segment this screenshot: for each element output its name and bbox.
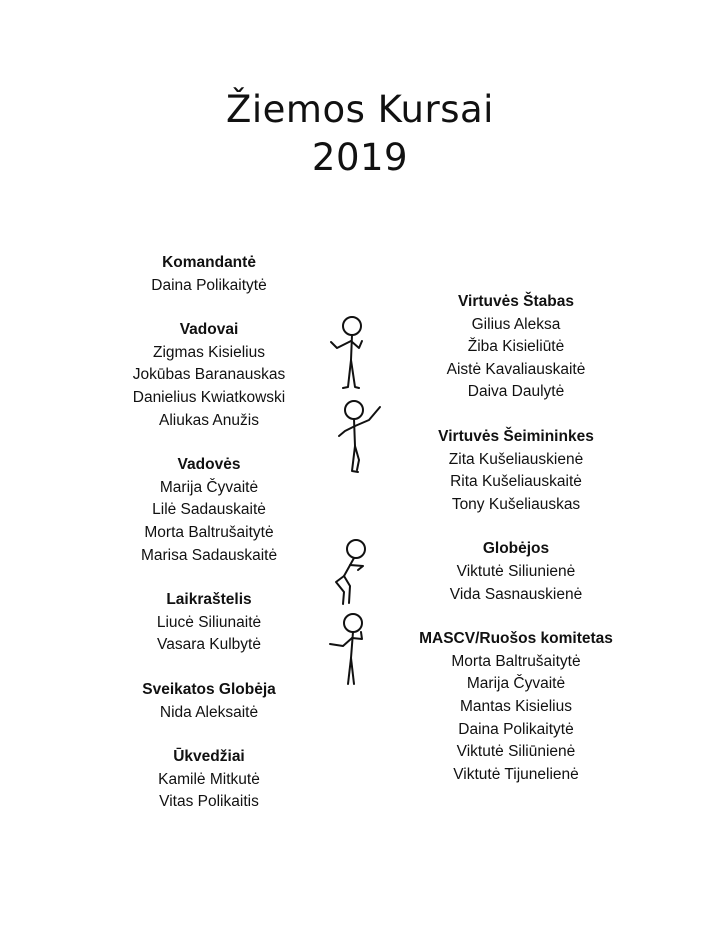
section-heading: Globėjos [482, 540, 550, 558]
section-heading: Sveikatos Globėja [142, 680, 276, 698]
section-sveikatos-globeja [95, 679, 323, 724]
section-heading: Vadovės [177, 456, 241, 474]
person-name: Rita Kušeliauskaitė [450, 473, 582, 491]
section-mascv-ruosos-komitetas [398, 628, 634, 786]
person-name: Aistė Kavaliauskaitė [446, 360, 586, 378]
section-globejos [398, 538, 634, 606]
person-name: Nida Aleksaitė [159, 703, 259, 721]
person-name: Marija Čyvaitė [159, 478, 259, 496]
section-heading: Vadovai [179, 321, 239, 339]
section-laikrastelis [95, 589, 323, 657]
section-heading: MASCV/Ruošos komitetas [419, 630, 613, 648]
section-heading: Virtuvės Štabas [457, 293, 575, 310]
person-name: Liucė Siliunaitė [156, 613, 262, 631]
right-column [398, 291, 634, 786]
person-name: Morta Baltrušaitytė [144, 523, 274, 541]
person-name: Zigmas Kisielius [153, 343, 265, 361]
person-name: Viktutė Siliunienė [456, 562, 576, 580]
person-name: Aliukas Anužis [159, 411, 259, 429]
stick-figure-waving-icon [336, 398, 388, 476]
document-title: Žiemos Kursai [226, 88, 494, 131]
section-ukvedziai [95, 746, 323, 814]
person-name: Daina Polikaitytė [458, 720, 574, 738]
section-heading: Laikraštelis [166, 591, 252, 609]
person-name: Morta Baltrušaitytė [451, 652, 581, 670]
person-name: Daina Polikaitytė [151, 276, 267, 294]
person-name: Vida Sasnauskienė [449, 585, 583, 603]
person-name: Daiva Daulytė [467, 383, 565, 401]
section-heading: Komandantė [162, 254, 256, 271]
person-name: Lilė Sadauskaitė [152, 501, 266, 519]
section-virtuves-seimininkes [398, 426, 634, 516]
person-name: Žiba Kisieliūtė [467, 338, 565, 356]
section-heading: Ūkvedžiai [173, 748, 245, 766]
person-name: Jokūbas Baranauskas [132, 366, 286, 384]
person-name: Vitas Polikaitis [159, 793, 259, 811]
person-name: Marisa Sadauskaitė [140, 546, 278, 564]
person-name: Viktutė Tijunelienė [453, 765, 579, 783]
person-name: Marija Čyvaitė [466, 675, 566, 693]
person-name: Tony Kušeliauskas [451, 495, 581, 513]
person-name: Kamilė Mitkutė [158, 770, 260, 788]
section-vadoves [95, 454, 323, 567]
person-name: Zita Kušeliauskienė [448, 450, 584, 468]
section-virtuves-stabas [398, 291, 634, 404]
section-vadovai [95, 319, 323, 432]
stick-figure-thinking-icon [326, 612, 372, 688]
person-name: Viktutė Siliūnienė [456, 743, 576, 761]
person-name: Gilius Aleksa [471, 315, 561, 333]
person-name: Vasara Kulbytė [157, 636, 261, 654]
section-heading: Virtuvės Šeimininkes [438, 427, 594, 445]
person-name: Mantas Kisielius [460, 697, 572, 715]
left-column [95, 252, 323, 814]
stick-figure-crouching-icon [330, 538, 376, 608]
person-name: Danielius Kwiatkowski [132, 388, 286, 406]
stick-figure-dancer-icon [322, 315, 370, 393]
document-year: 2019 [311, 136, 409, 179]
section-komandante [95, 252, 323, 297]
